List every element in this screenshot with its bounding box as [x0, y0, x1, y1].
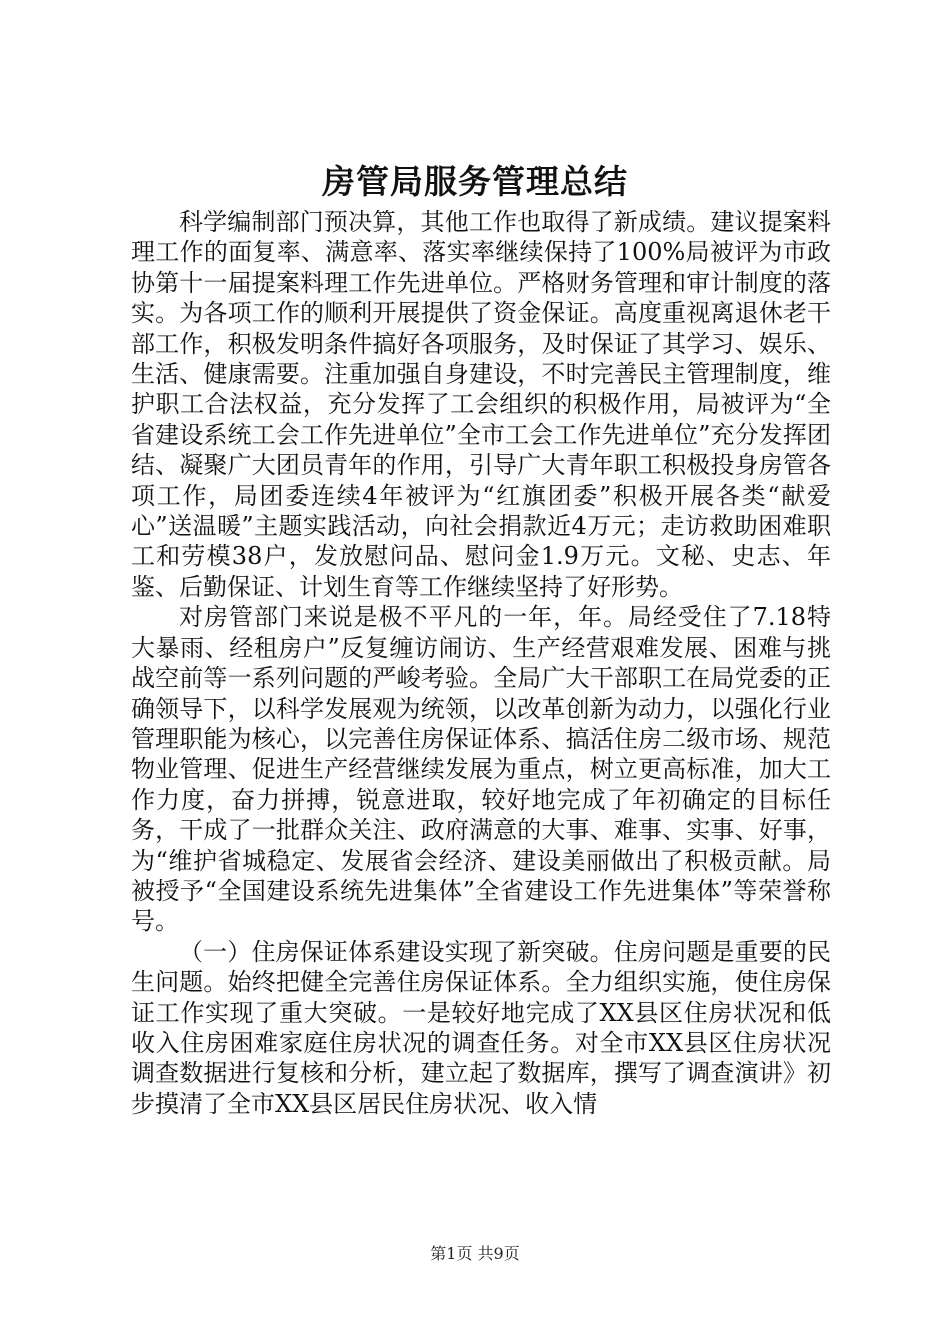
paragraph-3: （一）住房保证体系建设实现了新突破。住房问题是重要的民生问题。始终把健全完善住房保证体系。全力组织实施，使住房保证工作实现了重大突破。一是较好地完成了XX县区住房状况和低收入住房困难家庭住房状况的调查任务。对全市XX县区住房状况调查数据进行复核和分析，建立起了数据库，撰写了调查演讲》初步摸清了全市XX县区居民住房状况、收入情 — [131, 937, 831, 1118]
paragraph-1: 科学编制部门预决算，其他工作也取得了新成绩。建议提案料理工作的面复率、满意率、落实率继续保持了100%局被评为市政协第十一届提案料理工作先进单位。严格财务管理和审计制度的落实。为各项工作的顺利开展提供了资金保证。高度重视离退休老干部工作，积极发明条件搞好各项服务，及时保证了其学习、娱乐、生活、健康需要。注重加强自身建设，不时完善民主管理制度，维护职工合法权益，充分发挥了工会组织的积极作用，局被评为“全省建设系统工会工作先进单位”全市工会工作先进单位”充分发挥团结、凝聚广大团员青年的作用，引导广大青年职工积极投身房管各项工作，局团委连续4年被评为“红旗团委”积极开展各类“献爱心”送温暖”主题实践活动，向社会捐款近4万元；走访救助困难职工和劳模38户，发放慰问品、慰问金1.9万元。文秘、史志、年鉴、后勤保证、计划生育等工作继续坚持了好形势。 — [131, 208, 831, 601]
document-title: 房管局服务管理总结 — [322, 162, 628, 201]
page-number-footer: 第1页 共9页 — [430, 1244, 520, 1263]
document-body — [131, 207, 831, 1119]
paragraph-2: 对房管部门来说是极不平凡的一年，年。局经受住了7.18特大暴雨、经租房户”反复缠访闹访、生产经营艰难发展、困难与挑战空前等一系列问题的严峻考验。全局广大干部职工在局党委的正确领导下，以科学发展观为统领，以改革创新为动力，以强化行业管理职能为核心，以完善住房保证体系、搞活住房二级市场、规范物业管理、促进生产经营继续发展为重点，树立更高标准，加大工作力度，奋力拼搏，锐意进取，较好地完成了年初确定的目标任务，干成了一批群众关注、政府满意的大事、难事、实事、好事，为“维护省城稳定、发展省会经济、建设美丽做出了积极贡献。局被授予“全国建设系统先进集体”全省建设工作先进集体”等荣誉称号。 — [131, 603, 831, 936]
